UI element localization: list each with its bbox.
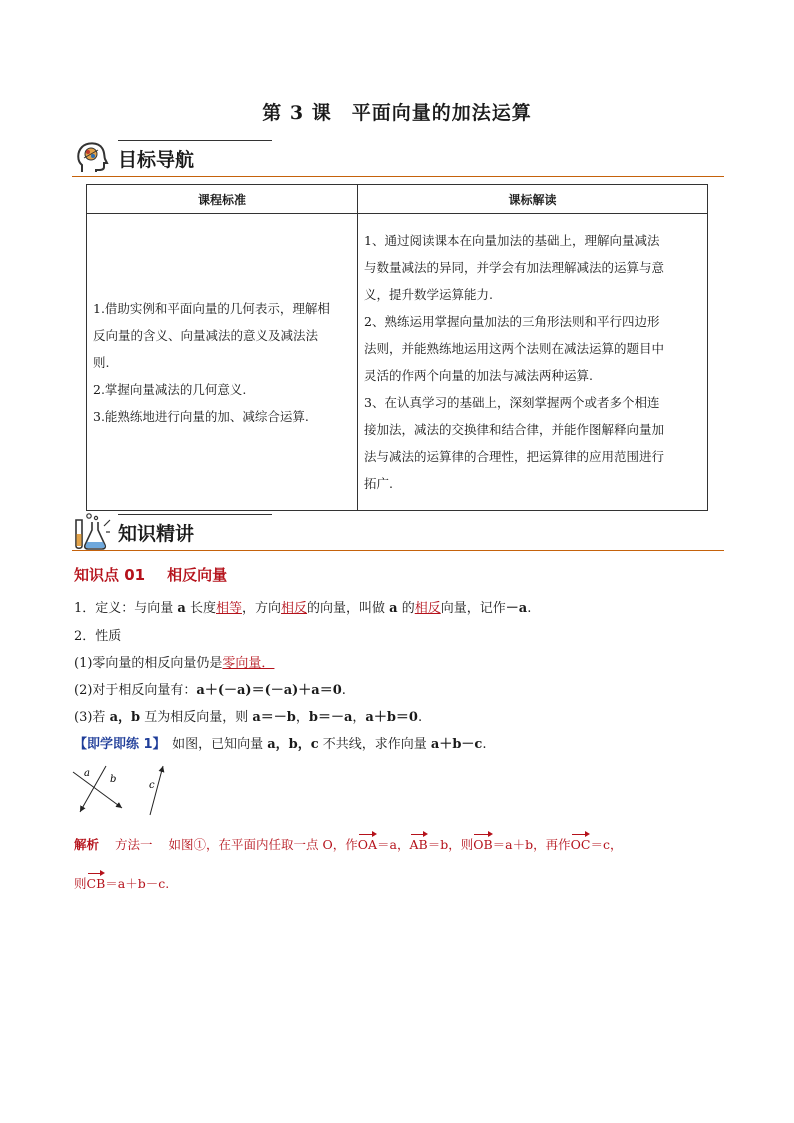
table-row <box>87 214 708 511</box>
formula: a＋(－a)＝(－a)＋a＝0 <box>196 683 342 698</box>
solution-method: 方法一 <box>115 837 153 852</box>
formula: a＋b＝0 <box>365 710 418 725</box>
text: ＝b，则 <box>427 837 474 852</box>
text: (1)零向量的相反向量仍是 <box>74 656 223 671</box>
standards-line: 2.掌握向量减法的几何意义. <box>93 381 247 397</box>
text: 向量，记作 <box>440 601 506 616</box>
vector-CB: CB <box>86 876 106 891</box>
vectors-figure <box>66 760 176 820</box>
standards-table <box>86 184 708 511</box>
vector-b-label: b <box>110 774 117 785</box>
head-brain-icon <box>72 138 112 178</box>
solution-line-2 <box>74 874 169 892</box>
formula: a＋b－c <box>430 737 483 752</box>
text: 的向量，叫做 <box>307 601 390 616</box>
interpretation-line: 与数量减法的异同，并学会有加法理解减法的运算与意 <box>364 260 665 275</box>
formula: a，b，c <box>267 737 319 752</box>
interpretation-line: 接加法，减法的交换律和结合律，并能作图解释向量加 <box>364 422 665 437</box>
property-2 <box>74 679 346 698</box>
interpretation-line: 法则，并能熟练地运用这两个法则在减法运算的题目中 <box>364 341 665 356</box>
text: 互为相反向量，则 <box>140 710 253 725</box>
standards-line: 反向量的含义、向量减法的意义及减法法 <box>93 327 319 343</box>
section-title-goals: 目标导航 <box>118 149 195 171</box>
interpretation-line: 2、熟练运用掌握向量加法的三角形法则和平行四边形 <box>364 314 660 329</box>
key-term: 相反 <box>281 601 308 616</box>
text: ＝a＋b，再作 <box>492 837 571 852</box>
text: 的 <box>397 601 415 616</box>
interpretation-line: 拓广. <box>364 476 393 491</box>
exercise-line <box>74 733 487 752</box>
text: 如图①，在平面内任取一点 O，作 <box>168 837 358 852</box>
interpretation-line: 1、通过阅读课本在向量加法的基础上，理解向量减法 <box>364 233 660 248</box>
text: 长度 <box>185 601 216 616</box>
text: ＝c， <box>590 837 623 852</box>
text: ＝a， <box>377 837 410 852</box>
knowledge-point-name: 相反向量 <box>167 566 228 584</box>
section-rule <box>72 176 724 177</box>
formula: a，b <box>109 710 141 725</box>
text: . <box>527 601 532 616</box>
properties-heading: 2．性质 <box>74 629 122 644</box>
text: 1．定义：与向量 <box>74 601 178 616</box>
key-term: 相等 <box>215 601 242 616</box>
vector-symbol: a <box>177 601 186 616</box>
key-term: 相反 <box>414 601 441 616</box>
standards-line: 3.能熟练地进行向量的加、减综合运算. <box>93 408 309 424</box>
header-top-line <box>118 514 272 515</box>
interpretation-line: 义，提升数学运算能力. <box>364 287 493 302</box>
section-rule <box>72 550 724 551</box>
standards-line: 则. <box>93 354 110 370</box>
text: ， <box>352 710 366 725</box>
vector-c-label: c <box>149 780 155 791</box>
vector-OC: OC <box>570 837 591 852</box>
interpretation-line: 3、在认真学习的基础上，深刻掌握两个或者多个相连 <box>364 395 660 410</box>
table-header-standards: 课程标准 <box>87 185 358 214</box>
text: ＝a＋b－c. <box>105 876 170 891</box>
interpretation-line: 灵活的作两个向量的加法与减法两种运算. <box>364 368 593 383</box>
text: ， <box>295 710 309 725</box>
section-header-goals <box>72 138 724 182</box>
vector-AB: AB <box>409 837 428 852</box>
formula: a＝－b <box>252 710 296 725</box>
text: . <box>417 710 423 725</box>
property-1 <box>74 652 274 671</box>
formula: b＝－a <box>308 710 353 725</box>
text: (3)若 <box>74 710 110 725</box>
key-term: 零向量． <box>222 656 275 671</box>
page-title: 第 3 课 平面向量的加法运算 <box>262 102 532 124</box>
text: (2)对于相反向量有： <box>74 683 197 698</box>
knowledge-point-number: 知识点 01 <box>74 566 146 584</box>
vector-OA: OA <box>357 837 378 852</box>
interpretation-cell <box>358 214 708 511</box>
interpretation-line: 法与减法的运算律的合理性，把运算律的应用范围进行 <box>364 449 665 464</box>
text: . <box>482 737 487 752</box>
definition-line <box>74 597 531 616</box>
exercise-tag: 【即学即练 1】 <box>74 737 160 752</box>
text: 则 <box>74 876 87 891</box>
solution-line-1 <box>74 835 622 853</box>
text: ，方向 <box>242 601 282 616</box>
vector-OB: OB <box>473 837 493 852</box>
table-header-row <box>87 185 708 214</box>
solution-label: 解析 <box>74 837 100 852</box>
vector-a-label: a <box>84 768 90 779</box>
property-3 <box>74 706 422 725</box>
lab-flask-icon <box>72 512 112 552</box>
header-top-line <box>118 140 272 141</box>
text: 如图，已知向量 <box>159 737 268 752</box>
text: 不共线，求作向量 <box>318 737 431 752</box>
text: . <box>341 683 346 698</box>
standards-cell <box>87 214 358 511</box>
standards-line: 1.借助实例和平面向量的几何表示，理解相 <box>93 300 330 316</box>
table-header-interpretation: 课标解读 <box>358 185 708 214</box>
vector-symbol: a <box>389 601 398 616</box>
knowledge-point-title <box>74 564 227 585</box>
section-header-knowledge <box>72 512 724 556</box>
vector-symbol: －a <box>505 601 528 616</box>
section-title-knowledge: 知识精讲 <box>118 523 195 545</box>
